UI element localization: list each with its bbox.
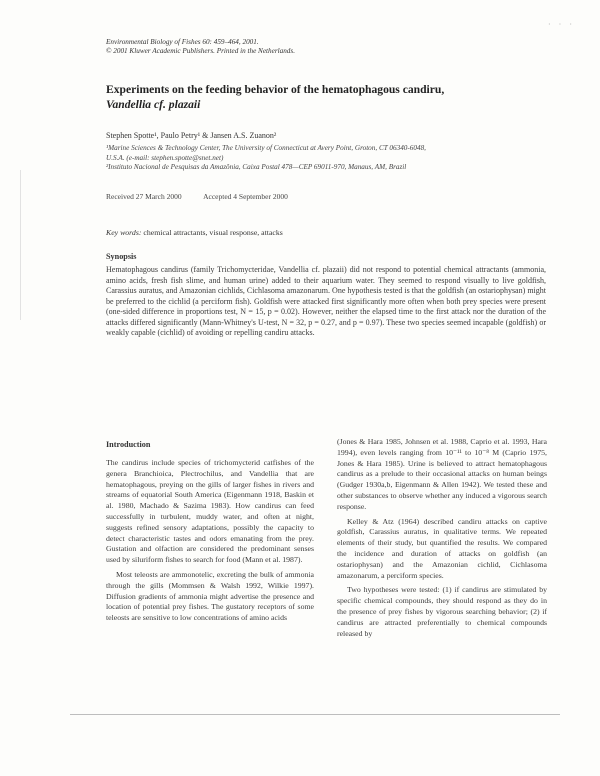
- synopsis-heading: Synopsis: [106, 252, 137, 261]
- received-date: Received 27 March 2000: [106, 192, 182, 201]
- corner-scan-marks: · · ·: [548, 20, 575, 29]
- keywords: [106, 228, 283, 237]
- title-species: Vandellia cf. plazaii: [106, 98, 201, 111]
- journal-citation: Environmental Biology of Fishes 60: 459–464, 2001.: [106, 38, 259, 46]
- copyright-notice: © 2001 Kluwer Academic Publishers. Printed in the Netherlands.: [106, 47, 295, 55]
- intro-paragraph: Kelley & Atz (1964) described candiru attacks on captive goldfish, Carassius auratus, in qualitative terms. We repeated elements of their study, but quantified the results. We compared the incidence and duration of attacks on goldfish (an ostariophysan) and the Amazonian cichlid, Cichlasoma amazonarum, a perciform species.: [337, 516, 547, 580]
- affiliation-1: ¹Marine Sciences & Technology Center, The University of Connecticut at Avery Point, Groton, CT 06340-6048,: [106, 144, 426, 152]
- article-title: [106, 82, 526, 112]
- journal-header: [106, 38, 295, 56]
- intro-paragraph: Most teleosts are ammonotelic, excreting the bulk of ammonia through the gills (Mommsen & Walsh 1992, Wilkie 1997). Diffusion gradients of ammonia might advertise the presence and location of potential prey fishes. The gustatory receptors of some teleosts are sensitive to low concentrations of amino acids: [106, 569, 314, 623]
- title-line-1: Experiments on the feeding behavior of the hematophagous candiru,: [106, 83, 445, 96]
- intro-paragraph: (Jones & Hara 1985, Johnsen et al. 1988, Caprio et al. 1993, Hara 1994), even levels ranging from 10⁻¹¹ to 10⁻⁸ M (Caprio 1975, Jones & Hara 1985). Urine is believed to attract hematophagous candirus as a prelude to their occasional attacks on human beings (Gudger 1930a,b, Eigenmann & Allen 1942). We tested these and other substances to observe whether any induced a vigorous search response.: [337, 437, 547, 511]
- synopsis-text: Hematophagous candirus (family Trichomycteridae, Vandellia cf. plazaii) did not respond to potential chemical attractants (ammonia, amino acids, fresh fish slime, and human urine) added to their aquarium water. They seemed to respond visually to live goldfish, Carassius auratus, and Amazonian cichlids, Cichlasoma amazonarum. One hypothesis tested is that the goldfish (an ostariophysan) might be preferred to the cichlid (a perciform fish). Goldfish were attacked first significantly more often when both prey species were present (one-sided difference in proportions test, N = 15, p = 0.02). However, neither the elapsed time to the first attack nor the duration of the attacks differed significantly (Mann-Whitney's U-test, N = 32, p = 0.27, and p = 0.97). These two species seemed incapable (goldfish) or weakly capable (cichlid) of avoiding or repelling candiru attacks.: [106, 265, 546, 337]
- affiliation-2: ²Instituto Nacional de Pesquisas da Amazônia, Caixa Postal 478—CEP 69011-970, Manaus, AM, Brazil: [106, 163, 407, 171]
- author-list: Stephen Spotte¹, Paulo Petry¹ & Jansen A.S. Zuanon²: [106, 131, 277, 140]
- submission-dates: [106, 192, 308, 201]
- margin-scan-line: [20, 170, 21, 320]
- intro-paragraph: Two hypotheses were tested: (1) if candirus are stimulated by specific chemical compounds, they should respond as they do in the presence of prey fishes by vigorous searching behavior; (2) if candirus are attracted preferentially to chemical compounds released by: [337, 585, 547, 638]
- introduction-right-column: [337, 437, 547, 643]
- footer-rule: [70, 714, 560, 715]
- affiliation-1-contact: U.S.A. (e-mail: stephen.spotte@snet.net): [106, 153, 224, 162]
- keywords-label: Key words:: [106, 228, 142, 237]
- affiliations: [106, 144, 546, 173]
- introduction-left-column: [106, 458, 314, 628]
- introduction-heading: Introduction: [106, 440, 151, 449]
- keywords-text: chemical attractants, visual response, attacks: [143, 228, 283, 237]
- accepted-date: Accepted 4 September 2000: [203, 192, 288, 201]
- title-line-2: [106, 97, 526, 112]
- intro-paragraph: The candirus include species of trichomycterid catfishes of the genera Branchioica, Plectrochilus, and Vandellia that are hematophagous, preying on the gills of larger fishes in rivers and streams of equatorial South America (Eigenmann 1918, Baskin et al. 1980, Machado & Sazima 1983). How candirus can feed successfully in turbulent, muddy water, and often at night, suggests refined sensory adaptations, possibly the capacity to detect characteristic tastes and odors emanating from the prey. Gustation and olfaction are considered the predominant senses used by siluriform fishes to search for food (Mann et al. 1987).: [106, 458, 314, 565]
